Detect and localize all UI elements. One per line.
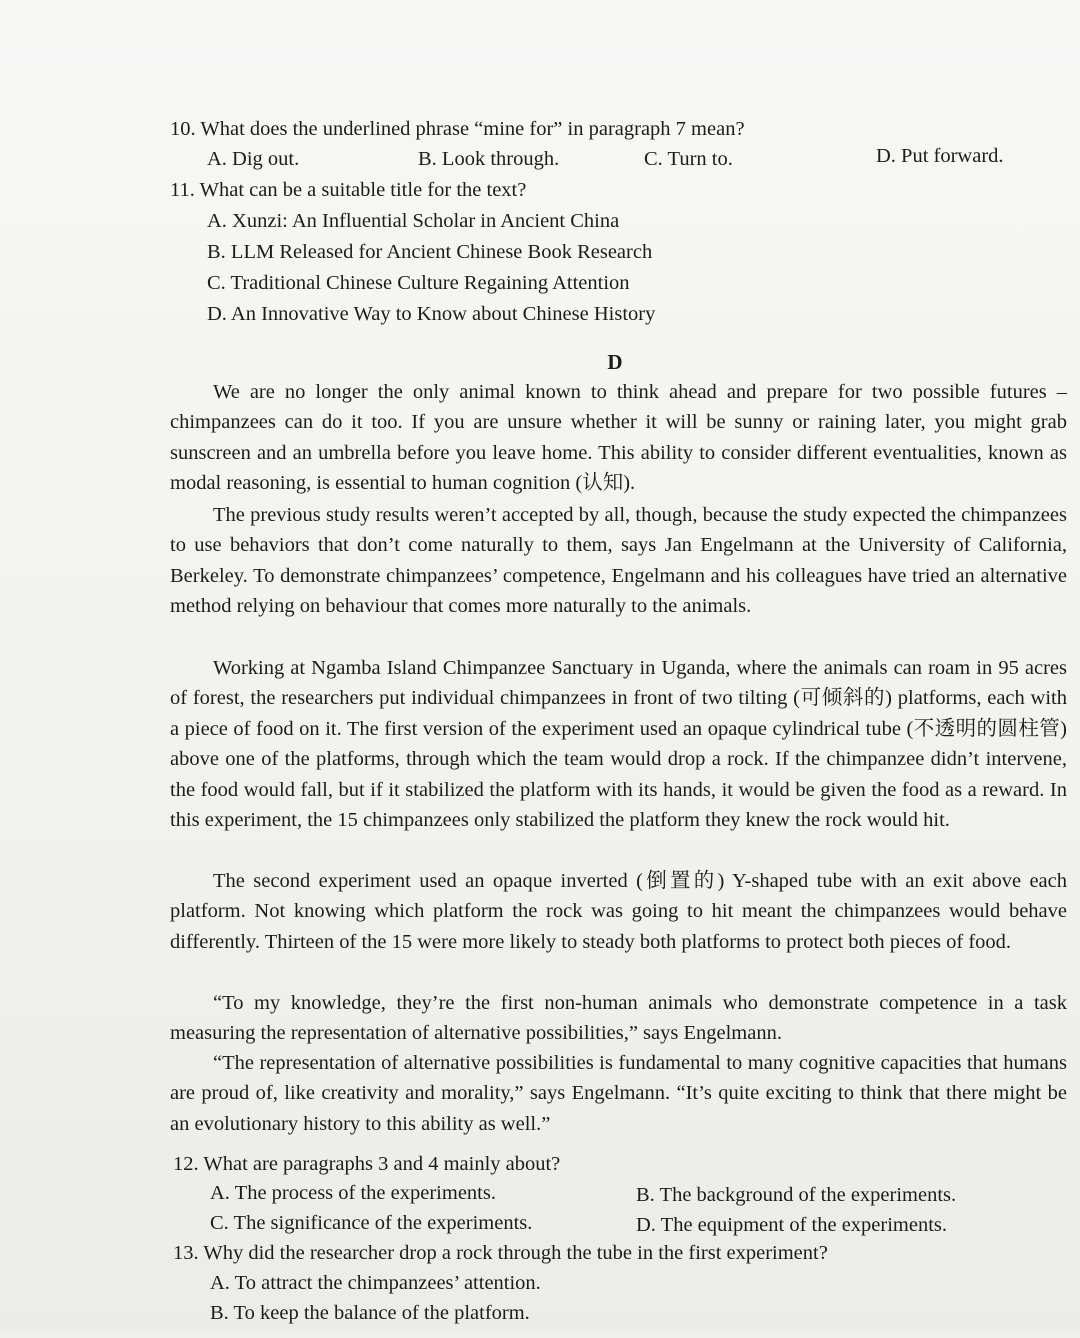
passage-paragraph-4: The second experiment used an opaque inverted (倒置的) Y-shaped tube with an exit above each platform. Not knowing which platform the rock was going to hit meant the chimpanzees would behave differently. Thirteen of the 15 were more likely to steady both platforms to protect both pieces of food. (170, 870, 1067, 953)
question-11-option-d: D. An Innovative Way to Know about Chinese History (207, 303, 656, 325)
passage-paragraph-5: “To my knowledge, they’re the first non-human animals who demonstrate competence in a task measuring the representation of alternative possibilities,” says Engelmann. (170, 992, 1067, 1045)
question-13-option-a: A. To attract the chimpanzees’ attention. (210, 1272, 541, 1294)
question-12-option-d: D. The equipment of the experiments. (636, 1214, 948, 1236)
question-12-option-b: B. The background of the experiments. (636, 1184, 957, 1206)
question-12-option-c: C. The significance of the experiments. (210, 1212, 533, 1234)
question-10-option-b: B. Look through. (418, 148, 560, 170)
section-heading: D (607, 350, 623, 374)
question-12-stem: 12. What are paragraphs 3 and 4 mainly about? (173, 1153, 561, 1175)
question-10-option-a: A. Dig out. (207, 148, 300, 170)
question-13-option-b: B. To keep the balance of the platform. (210, 1302, 530, 1324)
page-bottom-edge (0, 1328, 1080, 1338)
passage-paragraph-6: “The representation of alternative possibilities is fundamental to many cognitive capacities that humans are proud of, like creativity and morality,” says Engelmann. “It’s quite exciting to think that there might be an evolutionary history to this ability as well.” (170, 1052, 1067, 1135)
question-11-option-c: C. Traditional Chinese Culture Regaining Attention (207, 272, 630, 294)
question-10-option-d: D. Put forward. (876, 145, 1004, 167)
question-13-stem: 13. Why did the researcher drop a rock through the tube in the first experiment? (173, 1242, 828, 1264)
question-10-option-c: C. Turn to. (644, 148, 733, 170)
question-11-stem: 11. What can be a suitable title for the text? (170, 179, 527, 201)
passage-paragraph-3: Working at Ngamba Island Chimpanzee Sanctuary in Uganda, where the animals can roam in 95 acres of forest, the researchers put individual chimpanzees in front of two tilting (可倾斜的) platforms, each with a piece of food on it. The first version of the experiment used an opaque cylindrical tube (不透明的圆柱管) above one of the platforms, through which the team would drop a rock. If the chimpanzee didn’t intervene, the food would fall, but if it stabilized the platform with its hands, it would be given the food as a reward. In this experiment, the 15 chimpanzees only stabilized the platform they knew the rock would hit. (170, 657, 1067, 832)
question-12-option-a: A. The process of the experiments. (210, 1182, 496, 1204)
passage-paragraph-2: The previous study results weren’t accepted by all, though, because the study expected the chimpanzees to use behaviors that don’t come naturally to them, says Jan Engelmann at the University of California, Berkeley. To demonstrate chimpanzees’ competence, Engelmann and his colleagues have tried an alternative method relying on behaviour that comes more naturally to the animals. (170, 504, 1067, 618)
question-11-option-a: A. Xunzi: An Influential Scholar in Ancient China (207, 210, 620, 232)
question-10-stem: 10. What does the underlined phrase “mine for” in paragraph 7 mean? (170, 118, 745, 140)
question-11-option-b: B. LLM Released for Ancient Chinese Book Research (207, 241, 653, 263)
passage-paragraph-1: We are no longer the only animal known to think ahead and prepare for two possible futures – chimpanzees can do it too. If you are unsure whether it will be sunny or raining later, you might grab sunscreen and an umbrella before you leave home. This ability to consider different eventualities, known as modal reasoning, is essential to human cognition (认知). (170, 381, 1067, 495)
